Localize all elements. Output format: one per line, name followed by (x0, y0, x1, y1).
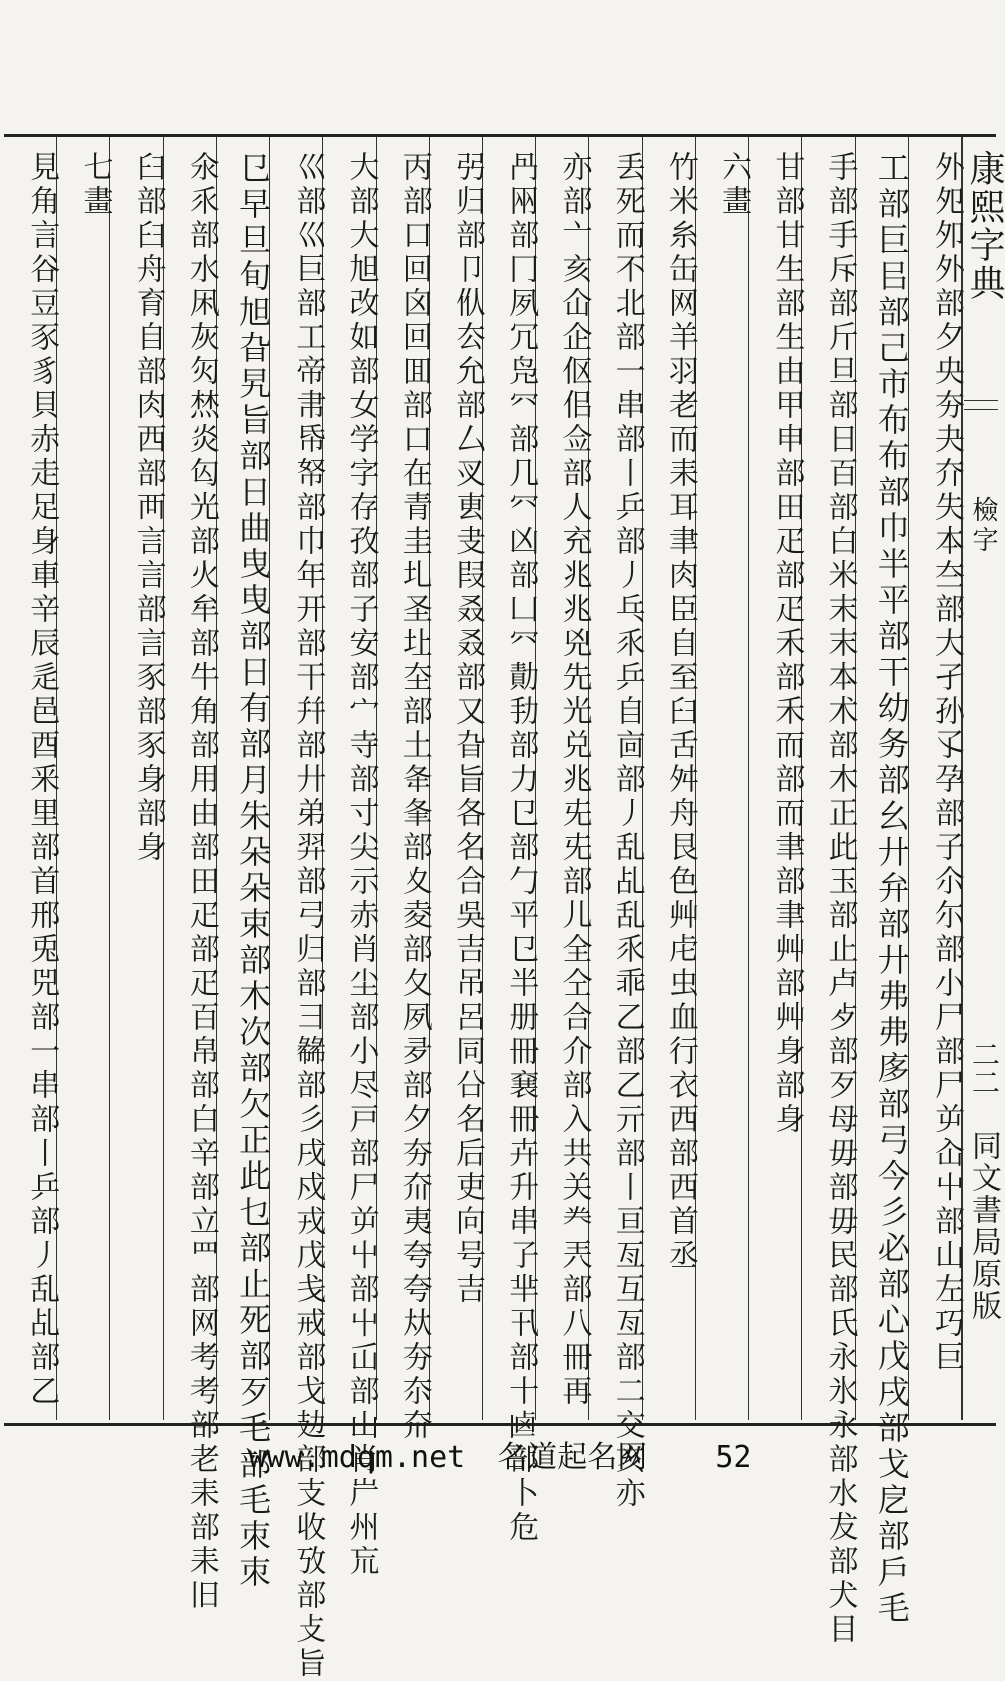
character-column: 亦部亠亥仚企伛佀佥部人充兆兆兇先光兑兆兂兂部儿全仝合介部入共关龹兲部八冊再 (536, 137, 589, 1420)
publisher: 同文書局原版 (966, 1130, 1001, 1322)
character-column: 七畫 (57, 137, 110, 1420)
section-subtitle: 檢字 (968, 496, 998, 556)
page-marker: 二二 (968, 1040, 1001, 1096)
book-title: 康熙字典 (964, 150, 1005, 302)
character-column: 竹米糸缶网羊羽老而耒耳聿肉臣自至臼舌舛舟艮色艸虍虫血行衣西部西首丞 (643, 137, 696, 1420)
footer (0, 1432, 1000, 1476)
character-column: 丢死而不北部一串部丨乒部丿乓乑乒自㐭部丿乱乩乱乑乖乙部乙亓部丨亘亙互亙部二交亥亦 (589, 137, 642, 1420)
character-column: 甘部甘生部生由甲申部田疋部疋禾部禾而部而聿部聿艸部艸身部身 (749, 137, 802, 1420)
character-column: 巛部巛巨部工帝帇帋帑部巾年开部干幷部廾弟羿部弓归部彐㣈部彡戌戍戎戊戋戒部戈攰部支收攷部攴旨 (270, 137, 323, 1420)
title-rule (964, 400, 998, 410)
footer-page-number: 52 (715, 1440, 752, 1475)
section-heading: 工部巨㠯部己市布布部巾半平部干幼务部幺廾弁部廾弗弗㢁部弓今彡必部心戊戌部戈戹部戶毛 (856, 137, 909, 1420)
character-column: 手部手斥部斤旦部日百部白米末末本术部木正此玉部止卢歺部歹母毋部毋民部氏永氷永部水犮部犬目 (802, 137, 855, 1420)
section-heading: 㔾早旦旬旭旮旯旨部日曲曳曳部日有部月朱朵朵束部木次部欠正此乜部止死部歹毛部毛朿朿 (217, 137, 270, 1420)
character-column: 大部大旭改如部女学字存孜部子安部宀寺部寸尖示赤肖尘部小尽戸部尸屰屮部屮屲部山肖屵州巟 (323, 137, 376, 1420)
character-column: 弜归部卩㐺厺允部厶㕚叀叏叚叒叒部又旮旨各名合吳吉吊呂同㕣名后吏向号吉 (430, 137, 483, 1420)
character-column: 臼部臼舟育自部肉西部襾言言部言豕部豕身部身 (110, 137, 163, 1420)
character-column: 外夗夘外部夕央夯夬夰失本夳部大孑孙孓孕部子尒尓部小尸部尸屰屳屮部山左巧巨 (909, 137, 962, 1420)
character-column: 冎㒳部冂夙冗凫㓁部几㓁凶部凵㓁勣劧部力㔾部勹平㔾半册冊㐮冊卉升串孒芈卂部十𠧟部卜危 (483, 137, 536, 1420)
character-column: 六畫 (696, 137, 749, 1420)
character-column: 見角言谷豆豕豸貝赤走足身車辛辰辵邑酉釆里部首邢兎兕部一串部丨乒部丿乱乩部乙 (4, 137, 57, 1420)
character-column: 氽乑部水凩灰灳㷊炎匃光部火牟部牛角部用由部田疋部疋百帛部白辛部立罒部网考考部老耒部耒旧 (164, 137, 217, 1420)
footer-site-name: 名道起名网 (497, 1440, 648, 1475)
footer-site[interactable]: www.mdqm.net (248, 1440, 466, 1475)
character-column: 丙部口回囟回囬部口在青圭圠圣圵圶部土夅夆部夊夌部夂夙夛部夕夯夼夷夸夸夶夯夵夼 (377, 137, 430, 1420)
